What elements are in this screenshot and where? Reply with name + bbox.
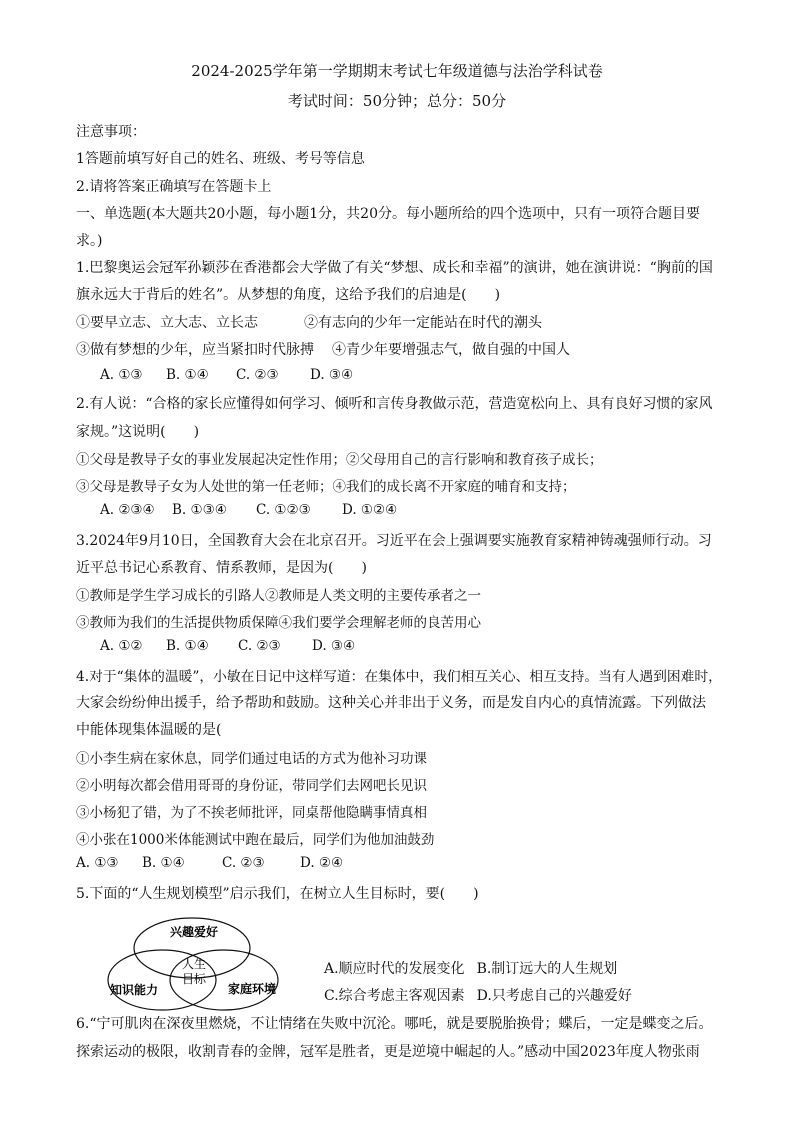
q3-stem-cont: 近平总书记心系教育、情系教师，是因为( ): [76, 560, 367, 576]
q1-statement-1: ①要早立志、立大志、立长志: [76, 315, 258, 331]
q4-option-b[interactable]: B. ①④: [142, 855, 185, 871]
q3-option-c[interactable]: C. ②③: [238, 638, 281, 654]
exam-title: 2024-2025学年第一学期期末考试七年级道德与法治学科试卷: [191, 62, 603, 80]
q2-option-b[interactable]: B. ①③④: [172, 502, 227, 518]
q2-statements-a: ①父母是教导子女的事业发展起决定性作用；②父母用自己的言行影响和教育孩子成长；: [76, 452, 603, 468]
q4-statement-1: ①小李生病在家休息，同学们通过电话的方式为他补习功课: [76, 751, 427, 767]
notice-item-2: 2.请将答案正确填写在答题卡上: [76, 179, 272, 195]
q3-options: [100, 638, 355, 654]
exam-subtitle: 考试时间：50分钟；总分：50分: [287, 92, 507, 110]
venn-center-line-1: 人生: [181, 957, 207, 971]
venn-label-knowledge: 知识能力: [109, 983, 159, 997]
q4-stem-cont-1: 大家会纷纷伸出援手，给予帮助和鼓励。这种关心并非出于义务，而是发自内心的真情流露。下列做法: [76, 695, 706, 711]
q6-stem: 6.“宁可肌肉在深夜里燃烧，不让情绪在失败中沉沦。哪吒，就是要脱胎换骨；蝶后，一定是蝶变之后。: [76, 1016, 713, 1032]
q1-stem-cont: 旗永远大于背后的姓名”。从梦想的角度，这给予我们的启迪是( ): [76, 287, 501, 303]
q2-statements-b: ③父母是教导子女为人处世的第一任老师；④我们的成长离不开家庭的哺育和支持；: [76, 479, 576, 495]
q1-option-d[interactable]: D. ③④: [310, 367, 354, 383]
q4-option-a[interactable]: A. ①③: [76, 855, 119, 871]
q3-statements-a: ①教师是学生学习成长的引路人②教师是人类文明的主要传承者之一: [76, 588, 481, 604]
q5-option-c[interactable]: C.综合考虑主客观因素: [324, 988, 465, 1004]
venn-svg: [104, 914, 282, 1014]
q3-stem: 3.2024年9月10日，全国教育大会在北京召开。习近平在会上强调要实施教育家精神铸魂强师行动。习: [76, 533, 712, 549]
q5-option-b[interactable]: B.制订远大的人生规划: [476, 961, 618, 977]
q2-option-a[interactable]: A. ②③④: [100, 502, 155, 518]
venn-label-interest: 兴趣爱好: [169, 925, 219, 939]
venn-center-line-2: 目标: [181, 972, 207, 986]
q3-option-b[interactable]: B. ①④: [166, 638, 209, 654]
q3-statements-b: ③教师为我们的生活提供物质保障④我们要学会理解老师的良苦用心: [76, 615, 481, 631]
q5-option-d[interactable]: D.只考虑自己的兴趣爱好: [476, 988, 632, 1004]
q4-statement-3: ③小杨犯了错，为了不挨老师批评，同桌帮他隐瞒事情真相: [76, 805, 427, 821]
q5-option-a[interactable]: A.顺应时代的发展变化: [324, 961, 465, 977]
q4-stem: 4.对于“集体的温暖”，小敏在日记中这样写道：在集体中，我们相互关心、相互支持。当有人遇到困难时，: [76, 669, 722, 685]
q1-statement-4: ④青少年要增强志气，做自强的中国人: [332, 342, 570, 358]
q1-statement-2: ②有志向的少年一定能站在时代的潮头: [304, 315, 542, 331]
q4-options: [76, 855, 343, 871]
q2-option-c[interactable]: C. ①②③: [256, 502, 311, 518]
q1-option-c[interactable]: C. ②③: [236, 367, 279, 383]
q3-option-a[interactable]: A. ①②: [100, 638, 143, 654]
q5-options-row-1: [324, 958, 617, 978]
q6-stem-cont: 探索运动的极限，收割青春的金牌，冠军是胜者，更是逆境中崛起的人。”感动中国2023年度人物张雨: [76, 1044, 700, 1060]
q1-statement-3: ③做有梦想的少年，应当紧扣时代脉搏: [76, 342, 314, 358]
notice-heading: 注意事项：: [76, 124, 146, 140]
life-planning-venn-diagram: [104, 914, 282, 1014]
q4-stem-cont-2: 中能体现集体温暖的是(: [76, 722, 222, 738]
q2-stem-cont: 家规。”这说明( ): [76, 424, 200, 440]
q4-statement-2: ②小明每次都会借用哥哥的身份证，带同学们去网吧长见识: [76, 778, 427, 794]
q1-stem: 1.巴黎奥运会冠军孙颖莎在香港都会大学做了有关“梦想、成长和幸福”的演讲，她在演讲说：“胸前的国: [76, 260, 713, 276]
q5-options-row-2: [324, 985, 632, 1005]
notice-item-1: 1答题前填写好自己的姓名、班级、考号等信息: [76, 151, 365, 167]
venn-label-family: 家庭环境: [227, 982, 277, 996]
q3-option-d[interactable]: D. ③④: [312, 638, 356, 654]
q2-stem: 2.有人说：“合格的家长应懂得如何学习、倾听和言传身教做示范，营造宽松向上、具有良好习惯的家风: [76, 396, 713, 412]
q1-statements-b: [76, 339, 726, 359]
q1-option-a[interactable]: A. ①③: [100, 367, 143, 383]
section-heading-cont: 求。): [76, 233, 103, 249]
q1-statements-a: [76, 312, 726, 332]
q2-option-d[interactable]: D. ①②④: [342, 502, 398, 518]
q4-option-c[interactable]: C. ②③: [222, 855, 265, 871]
q4-statement-4: ④小张在1000米体能测试中跑在最后，同学们为他加油鼓劲: [76, 832, 435, 848]
q1-option-b[interactable]: B. ①④: [166, 367, 209, 383]
q5-stem: 5.下面的“人生规划模型”启示我们，在树立人生目标时，要( ): [76, 886, 479, 902]
q2-options: [100, 502, 397, 518]
section-heading: 一、单选题(本大题共20小题，每小题1分，共20分。每小题所给的四个选项中，只有一项符合题目要: [76, 206, 700, 222]
q1-options: [100, 367, 353, 383]
q4-option-d[interactable]: D. ②④: [300, 855, 344, 871]
